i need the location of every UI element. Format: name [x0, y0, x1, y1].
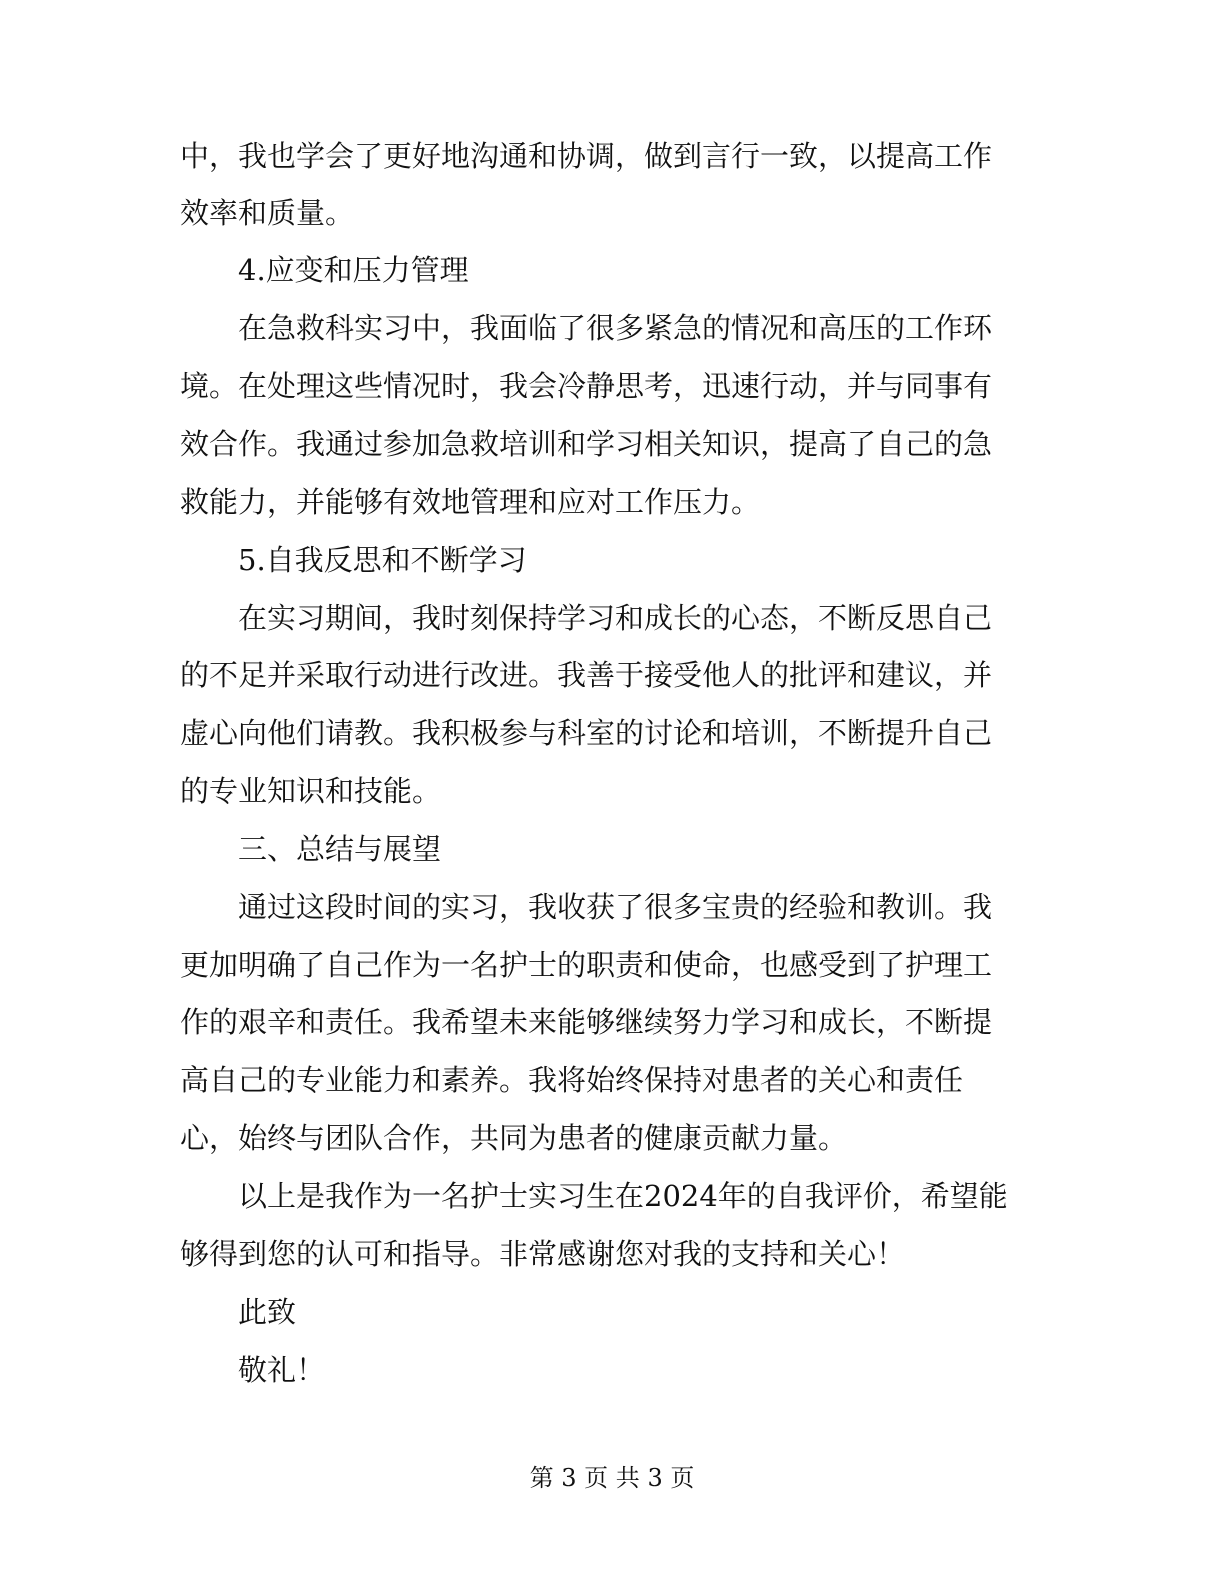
paragraph-line: 以上是我作为一名护士实习生在2024年的自我评价，希望能 [238, 1179, 1008, 1213]
paragraph-line: 效合作。我通过参加急救培训和学习相关知识，提高了自己的急 [180, 427, 993, 461]
paragraph-line: 心，始终与团队合作，共同为患者的健康贡献力量。 [180, 1121, 848, 1155]
paragraph-line: 的不足并采取行动进行改进。我善于接受他人的批评和建议，并 [180, 658, 993, 692]
paragraph-line: 效率和质量。 [180, 196, 355, 230]
section-heading: 4.应变和压力管理 [238, 253, 469, 287]
paragraph-line: 高自己的专业能力和素养。我将始终保持对患者的关心和责任 [180, 1063, 964, 1097]
paragraph-line: 虚心向他们请教。我积极参与科室的讨论和培训，不断提升自己 [180, 716, 993, 750]
paragraph-line: 在实习期间，我时刻保持学习和成长的心态，不断反思自己 [238, 601, 993, 635]
paragraph-line: 的专业知识和技能。 [180, 774, 442, 808]
paragraph-line: 通过这段时间的实习，我收获了很多宝贵的经验和教训。我 [238, 890, 993, 924]
paragraph-line: 更加明确了自己作为一名护士的职责和使命，也感受到了护理工 [180, 948, 993, 982]
paragraph-line: 救能力，并能够有效地管理和应对工作压力。 [180, 485, 761, 519]
closing-line: 此致 [238, 1295, 297, 1329]
paragraph-line: 够得到您的认可和指导。非常感谢您对我的支持和关心！ [180, 1237, 906, 1271]
paragraph-line: 作的艰辛和责任。我希望未来能够继续努力学习和成长，不断提 [180, 1005, 993, 1039]
closing-line: 敬礼！ [238, 1353, 326, 1387]
paragraph-line: 在急救科实习中，我面临了很多紧急的情况和高压的工作环 [238, 311, 993, 345]
section-heading: 三、总结与展望 [238, 832, 442, 866]
section-heading: 5.自我反思和不断学习 [238, 543, 527, 577]
paragraph-line: 中，我也学会了更好地沟通和协调，做到言行一致，以提高工作 [180, 139, 993, 173]
paragraph-line: 境。在处理这些情况时，我会冷静思考，迅速行动，并与同事有 [180, 369, 993, 403]
page-footer: 第 3 页 共 3 页 [529, 1464, 695, 1492]
